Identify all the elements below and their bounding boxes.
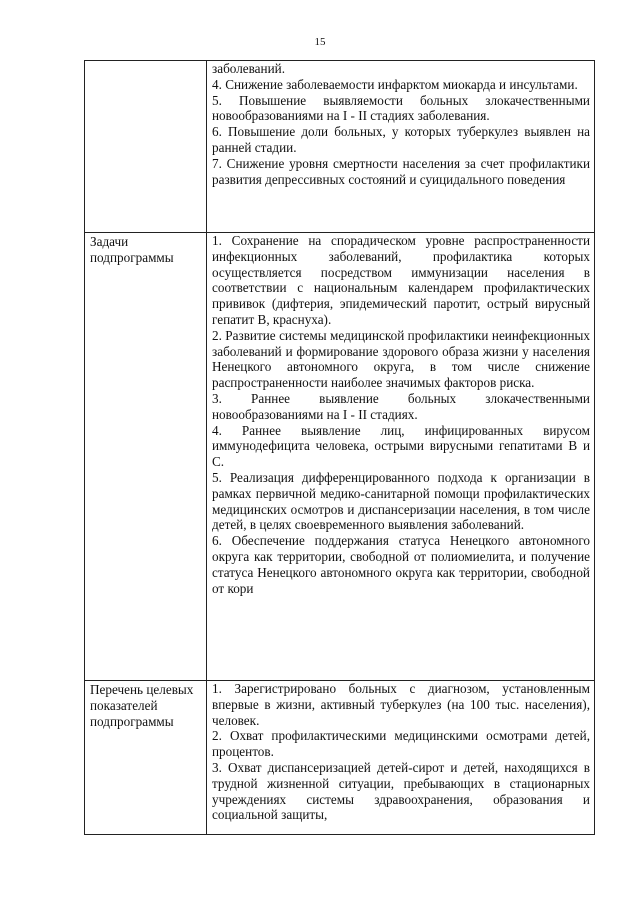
row-content: [207, 233, 595, 681]
list-item: 4. Раннее выявление лиц, инфицированных вирусом иммунодефицита человека, острыми вирусными гепатитами В и С.: [212, 422, 590, 470]
page-number: 15: [314, 36, 326, 48]
row-label: [85, 61, 207, 233]
row-label: Задачи подпрограммы: [85, 233, 207, 681]
list-item: 3. Раннее выявление больных злокачественными новообразованиями на I - II стадиях.: [212, 390, 590, 422]
list-item: 1. Сохранение на спорадическом уровне распространенности инфекционных заболеваний, профилактика которых осуществляется посредством иммунизации населения в соответствии с национальным календарем профилактических прививок (дифтерия, эпидемический паротит, острый вирусный гепатит В, краснуха).: [212, 233, 590, 327]
subprogram-passport-table: [84, 60, 595, 835]
list-item: 6. Обеспечение поддержания статуса Ненецкого автономного округа как территории, свободной от полиомиелита, и получение статуса Ненецкого автономного округа как территории, свободной от кори: [212, 533, 590, 596]
row-content: [207, 61, 595, 233]
list-item: 5. Повышение выявляемости больных злокачественными новообразованиями на I - II стадиях заболевания.: [212, 92, 590, 124]
list-item: 3. Охват диспансеризацией детей-сирот и детей, находящихся в трудной жизненной ситуации, пребывающих в стационарных учреждениях системы здравоохранения, образования и социальной защиты,: [212, 759, 590, 823]
list-item: заболеваний.: [212, 61, 286, 76]
list-item: 7. Снижение уровня смертности населения за счет профилактики развития депрессивных состояний и суицидального поведения: [212, 155, 590, 187]
list-item: 4. Снижение заболеваемости инфарктом миокарда и инсультами.: [212, 76, 578, 92]
list-item: 1. Зарегистрировано больных с диагнозом, установленным впервые в жизни, активный туберкулез (на 100 тыс. населения), человек.: [212, 681, 590, 728]
row-label: Перечень целевых показателей подпрограммы: [85, 681, 207, 835]
list-item: 2. Охват профилактическими медицинскими осмотрами детей, процентов.: [212, 728, 590, 760]
list-item: 6. Повышение доли больных, у которых туберкулез выявлен на ранней стадии.: [212, 124, 590, 155]
table-row: [85, 233, 595, 681]
table-row: [85, 61, 595, 233]
table-row: [85, 681, 595, 835]
list-item: 2. Развитие системы медицинской профилактики неинфекционных заболеваний и формирование здорового образа жизни у населения Ненецкого автономного округа, в том числе снижение распространенности наиболее значимых факторов риска.: [212, 327, 590, 391]
list-item: 5. Реализация дифференцированного подхода к организации в рамках первичной медико-санитарной помощи профилактических медицинских осмотров и диспансеризации населения, в том числе детей, в целях своевременного выявления заболеваний.: [212, 469, 590, 533]
row-content: [207, 681, 595, 835]
